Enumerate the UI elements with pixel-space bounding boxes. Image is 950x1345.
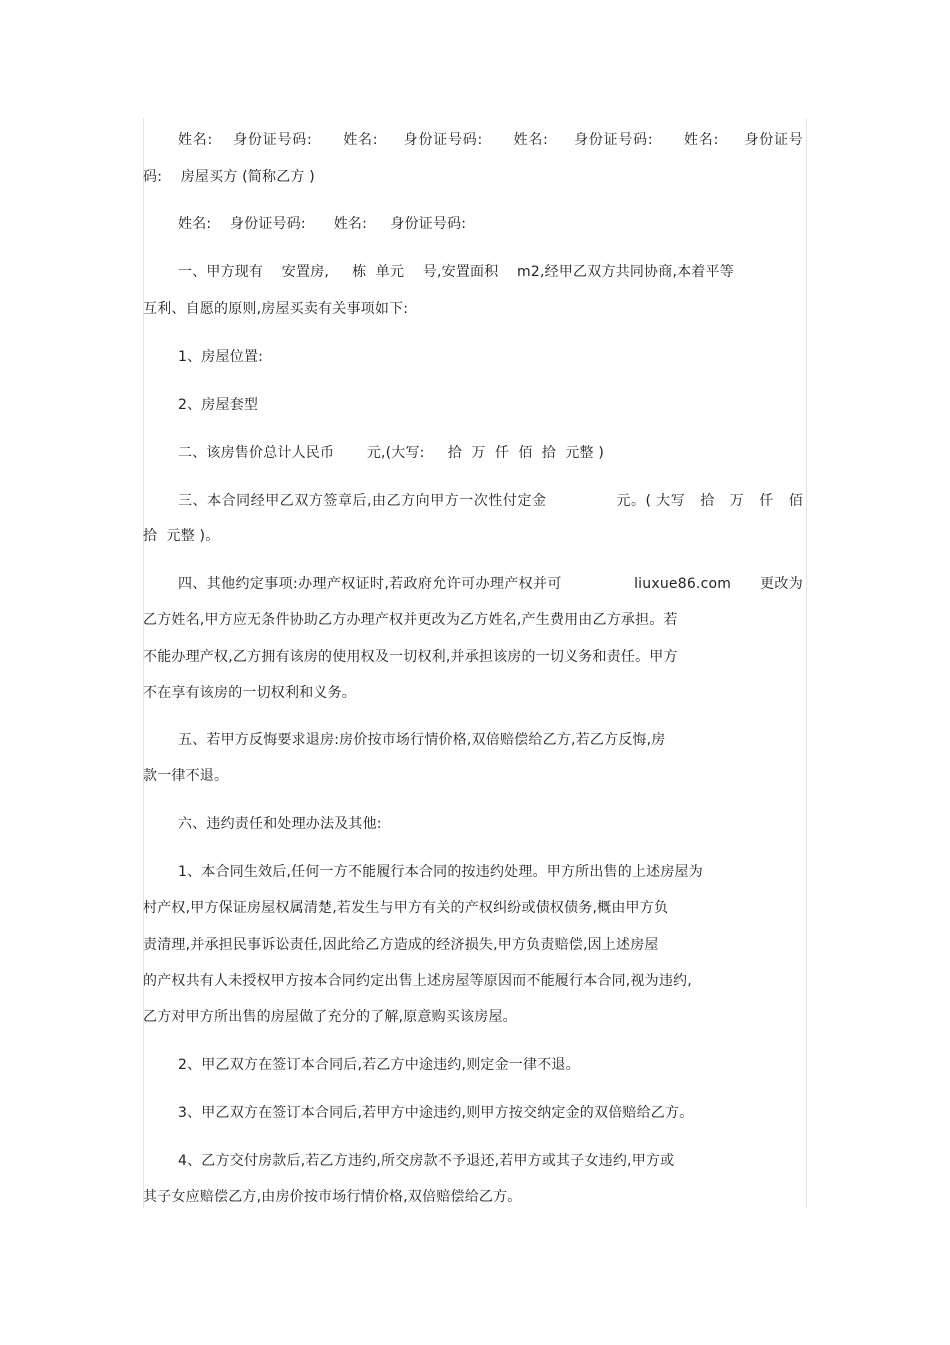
clause-6-1-line-1: 1、本合同生效后,任何一方不能履行本合同的按违约处理。甲方所出售的上述房屋为 xyxy=(178,864,703,880)
clause-6-1-line-2: 村产权,甲方保证房屋权属清楚,若发生与甲方有关的产权纠纷或债权债务,概由甲方负 xyxy=(143,900,669,916)
buyer-heading-line: 码: 房屋买方 (简称乙方 ) xyxy=(143,169,315,185)
clause-3-line-2: 拾 元整 )。 xyxy=(143,528,220,544)
clause-6-1-line-4: 的产权共有人未授权甲方按本合同约定出售上述房屋等原因而不能履行本合同,视为违约, xyxy=(143,973,692,989)
right-margin-rule xyxy=(806,118,807,1208)
clause-6-3-line: 3、甲乙双方在签订本合同后,若甲方中途违约,则甲方按交纳定金的双倍赔给乙方。 xyxy=(178,1105,694,1121)
clause-2-price-line: 二、该房售价总计人民币 元,(大写: 拾 万 仟 佰 拾 元整 ) xyxy=(178,445,605,461)
house-location-line: 1、房屋位置: xyxy=(178,349,264,365)
clause-6-4-line-2: 其子女应赔偿乙方,由房价按市场行情价格,双倍赔偿给乙方。 xyxy=(143,1189,522,1205)
clause-6-2-line: 2、甲乙双方在签订本合同后,若乙方中途违约,则定金一律不退。 xyxy=(178,1057,580,1073)
clause-6-4-line-1: 4、乙方交付房款后,若乙方违约,所交房款不予退还,若甲方或其子女违约,甲方或 xyxy=(178,1153,675,1169)
clause-6-heading: 六、违约责任和处理办法及其他: xyxy=(178,816,382,832)
clause-3-line-1: 三、本合同经甲乙双方签章后,由乙方向甲方一次性付定金 元。( 大写 拾 万 仟 佰 xyxy=(178,493,803,509)
clause-4-line-1: 四、其他约定事项:办理产权证时,若政府允许可办理产权并可 liuxue86.com 更改为 xyxy=(178,576,803,592)
clause-6-1-line-3: 责清理,并承担民事诉讼责任,因此给乙方造成的经济损失,甲方负责赔偿,因上述房屋 xyxy=(143,937,659,953)
seller-id-line: 姓名: 身份证号码: 姓名: 身份证号码: 姓名: 身份证号码: 姓名: 身份证号 xyxy=(178,132,803,148)
clause-6-1-line-5: 乙方对甲方所出售的房屋做了充分的了解,原意购买该房屋。 xyxy=(143,1009,517,1025)
clause-4-line-2: 乙方姓名,甲方应无条件协助乙方办理产权并更改为乙方姓名,产生费用由乙方承担。若 xyxy=(143,612,678,628)
house-type-line: 2、房屋套型 xyxy=(178,397,259,413)
clause-4-line-4: 不在享有该房的一切权利和义务。 xyxy=(143,685,356,701)
clause-1-line-2: 互利、自愿的原则,房屋买卖有关事项如下: xyxy=(143,301,409,317)
clause-4-line-3: 不能办理产权,乙方拥有该房的使用权及一切权利,并承担该房的一切义务和责任。甲方 xyxy=(143,649,678,665)
clause-1-line-1: 一、甲方现有 安置房, 栋 单元 号,安置面积 m2,经甲乙双方共同协商,本着平等 xyxy=(178,264,734,280)
clause-5-line-1: 五、若甲方反悔要求退房:房价按市场行情价格,双倍赔偿给乙方,若乙方反悔,房 xyxy=(178,732,666,748)
buyer-id-line: 姓名: 身份证号码: 姓名: 身份证号码: xyxy=(178,216,467,232)
clause-5-line-2: 款一律不退。 xyxy=(143,768,229,784)
